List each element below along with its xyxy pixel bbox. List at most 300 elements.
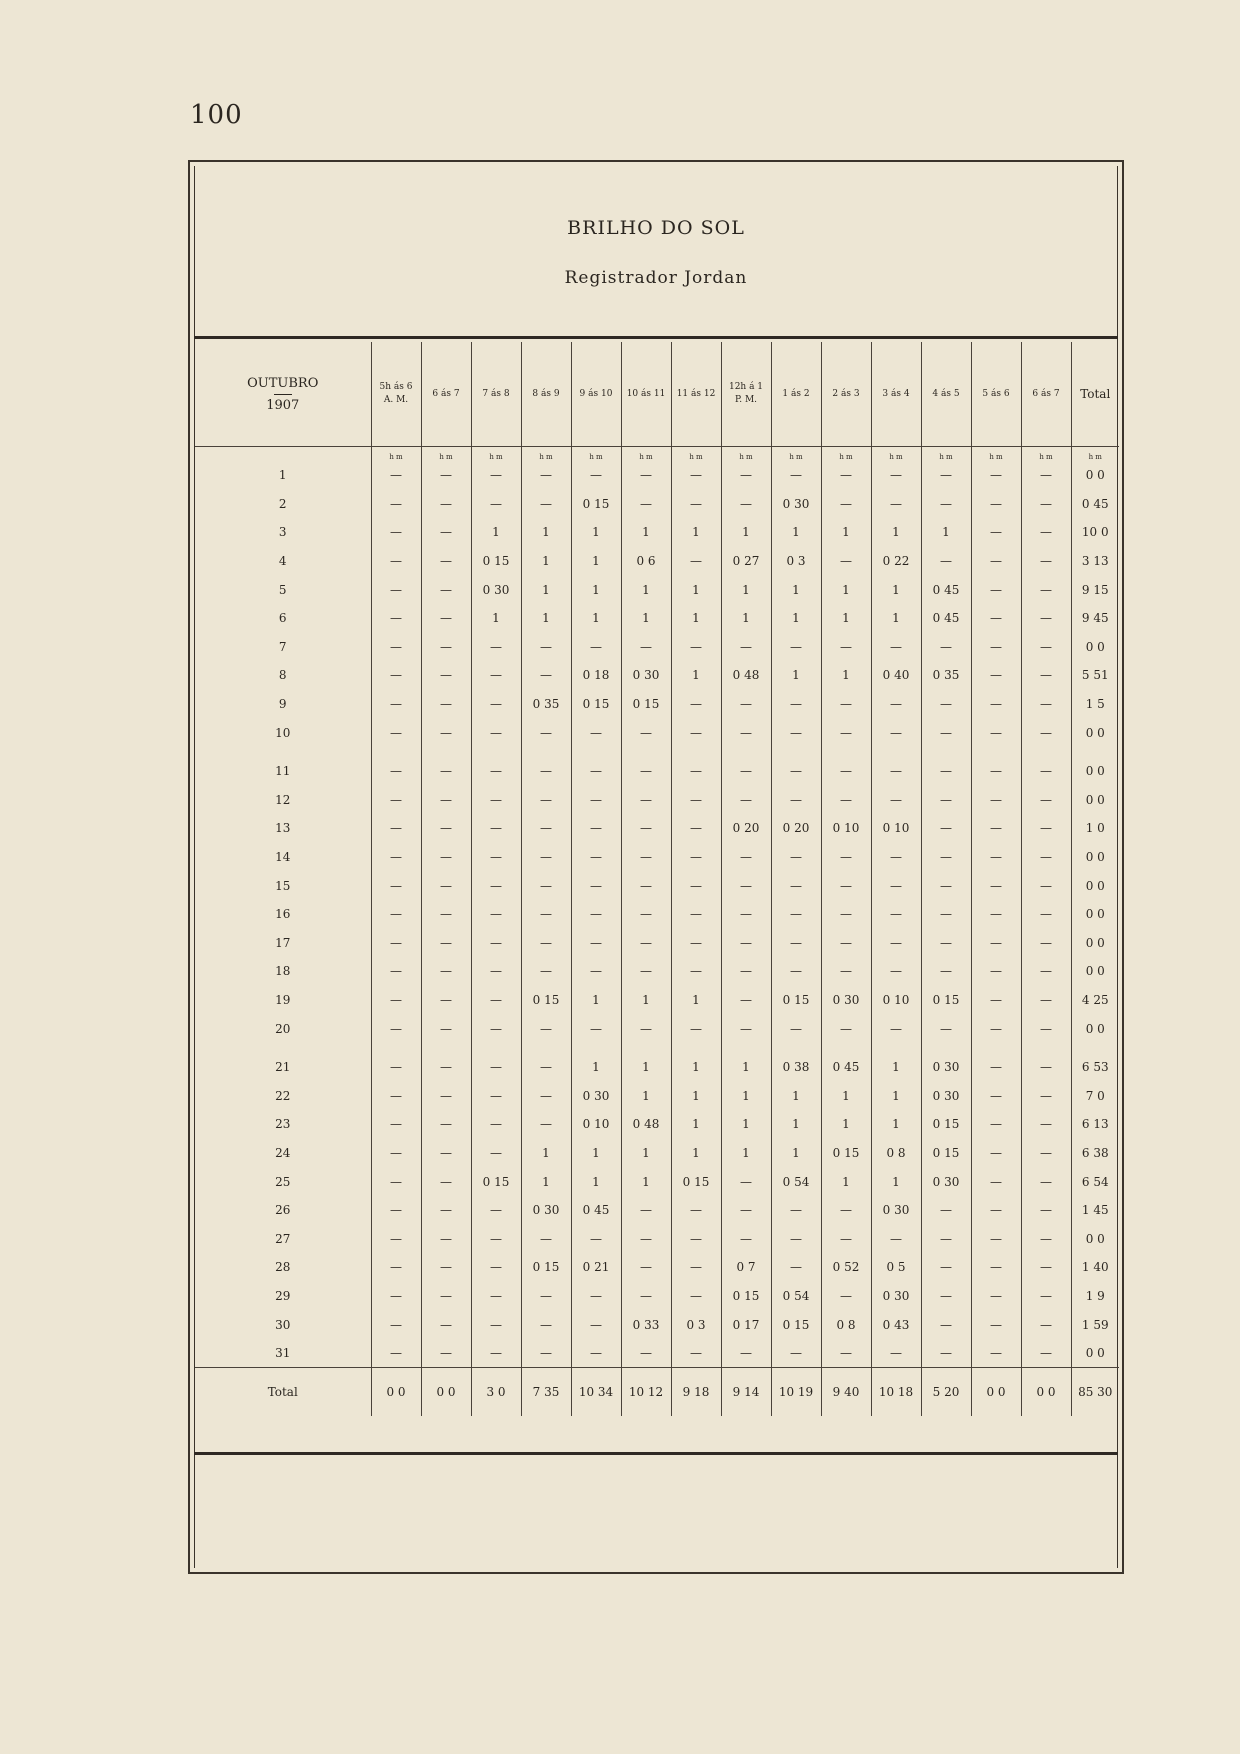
column-total: 3 0 xyxy=(471,1368,521,1417)
sunshine-cell: — xyxy=(721,986,771,1015)
table-row xyxy=(195,1053,1119,1082)
table-body xyxy=(195,461,1119,1368)
hour-column-label: 10 ás 11 xyxy=(626,388,666,399)
gap-cell xyxy=(721,1043,771,1053)
sunshine-cell: — xyxy=(771,1014,821,1043)
sunshine-cell: — xyxy=(371,604,421,633)
sunshine-cell: — xyxy=(521,1014,571,1043)
sunshine-cell: — xyxy=(671,461,721,490)
sunshine-cell: — xyxy=(971,1339,1021,1368)
hour-column-label: 8 ás 9 xyxy=(532,388,560,399)
sunshine-cell: — xyxy=(971,1167,1021,1196)
sunshine-cell: — xyxy=(971,633,1021,662)
table-row xyxy=(195,900,1119,929)
unit-label: h m xyxy=(721,447,771,462)
sunshine-cell: — xyxy=(971,900,1021,929)
sunshine-cell: — xyxy=(621,957,671,986)
gap-cell xyxy=(621,747,671,757)
sunshine-cell: — xyxy=(921,1339,971,1368)
page-number: 100 xyxy=(190,100,243,130)
sunshine-cell: — xyxy=(1021,718,1071,747)
sunshine-cell: 0 45 xyxy=(571,1196,621,1225)
sunshine-cell: 0 21 xyxy=(571,1253,621,1282)
sunshine-cell: — xyxy=(621,718,671,747)
sunshine-cell: — xyxy=(921,929,971,958)
sunshine-cell: — xyxy=(771,1339,821,1368)
sunshine-cell: — xyxy=(921,871,971,900)
sunshine-cell: — xyxy=(571,1339,621,1368)
hour-column-label: 1 ás 2 xyxy=(782,388,810,399)
sunshine-cell: — xyxy=(821,871,871,900)
gap-cell xyxy=(921,747,971,757)
row-total: 0 0 xyxy=(1071,718,1119,747)
sunshine-cell: — xyxy=(521,1081,571,1110)
day-label: 16 xyxy=(275,907,291,922)
sunshine-cell: — xyxy=(671,843,721,872)
sunshine-cell: 1 xyxy=(721,1053,771,1082)
table-row xyxy=(195,633,1119,662)
sunshine-cell: — xyxy=(671,547,721,576)
sunshine-cell: 1 xyxy=(721,575,771,604)
sunshine-cell: 1 xyxy=(671,575,721,604)
sunshine-cell: — xyxy=(371,633,421,662)
hour-column-header xyxy=(721,342,771,447)
sunshine-cell: — xyxy=(921,1014,971,1043)
sunshine-cell: — xyxy=(971,1139,1021,1168)
day-label: 22 xyxy=(275,1088,291,1103)
sunshine-cell: — xyxy=(521,871,571,900)
sunshine-cell: — xyxy=(621,1339,671,1368)
sunshine-cell: 1 xyxy=(871,1110,921,1139)
hour-column-header xyxy=(471,342,521,447)
sunshine-cell: 0 30 xyxy=(871,1196,921,1225)
sunshine-cell: — xyxy=(921,633,971,662)
sunshine-cell: 1 xyxy=(571,1167,621,1196)
day-label: 7 xyxy=(278,639,287,654)
sunshine-cell: 0 7 xyxy=(721,1253,771,1282)
gap-cell xyxy=(571,1043,621,1053)
sunshine-cell: 1 xyxy=(671,518,721,547)
sunshine-cell: 0 15 xyxy=(521,1253,571,1282)
sunshine-cell: — xyxy=(721,1196,771,1225)
gap-cell xyxy=(421,747,471,757)
sunshine-cell: — xyxy=(1021,1196,1071,1225)
sunshine-cell: 0 45 xyxy=(921,575,971,604)
sunshine-cell: 0 33 xyxy=(621,1310,671,1339)
sunshine-cell: — xyxy=(371,1139,421,1168)
sunshine-cell: — xyxy=(671,1339,721,1368)
unit-label: h m xyxy=(621,447,671,462)
sunshine-cell: — xyxy=(771,900,821,929)
sunshine-cell: — xyxy=(571,786,621,815)
sunshine-cell: 0 27 xyxy=(721,547,771,576)
sunshine-cell: 1 xyxy=(771,604,821,633)
sunshine-cell: — xyxy=(471,1081,521,1110)
sunshine-cell: — xyxy=(621,871,671,900)
hour-column-label: 6 ás 7 xyxy=(432,388,460,399)
column-total: 10 12 xyxy=(621,1368,671,1417)
sunshine-cell: — xyxy=(421,1224,471,1253)
unit-label: h m xyxy=(471,447,521,462)
sunshine-cell: 0 22 xyxy=(871,547,921,576)
unit-row xyxy=(195,447,1119,462)
gap-cell xyxy=(621,1043,671,1053)
sunshine-cell: 1 xyxy=(771,1110,821,1139)
sunshine-cell: — xyxy=(621,757,671,786)
sunshine-cell: — xyxy=(821,633,871,662)
day-label: 6 xyxy=(278,611,287,626)
sunshine-cell: — xyxy=(971,1081,1021,1110)
sunshine-cell: — xyxy=(471,814,521,843)
sunshine-cell: 0 48 xyxy=(721,661,771,690)
sunshine-cell: — xyxy=(421,1282,471,1311)
sunshine-cell: — xyxy=(871,1014,921,1043)
table-row xyxy=(195,1224,1119,1253)
sunshine-cell: 1 xyxy=(721,1081,771,1110)
sunshine-cell: — xyxy=(921,461,971,490)
sunshine-cell: — xyxy=(571,929,621,958)
sunshine-cell: 0 3 xyxy=(771,547,821,576)
sunshine-cell: — xyxy=(521,843,571,872)
sunshine-cell: 0 15 xyxy=(571,690,621,719)
sunshine-cell: 1 xyxy=(871,1167,921,1196)
sunshine-cell: — xyxy=(521,1339,571,1368)
sunshine-cell: — xyxy=(971,575,1021,604)
sunshine-cell: — xyxy=(371,843,421,872)
sunshine-cell: 0 43 xyxy=(871,1310,921,1339)
gap-cell xyxy=(471,1043,521,1053)
sunshine-cell: 0 40 xyxy=(871,661,921,690)
sunshine-cell: 0 15 xyxy=(521,986,571,1015)
sunshine-cell: — xyxy=(771,461,821,490)
sunshine-cell: — xyxy=(771,1253,821,1282)
sunshine-cell: — xyxy=(421,871,471,900)
sunshine-cell: — xyxy=(421,490,471,519)
hour-column-label: 11 ás 12 xyxy=(676,388,716,399)
sunshine-cell: — xyxy=(571,718,621,747)
sunshine-cell: — xyxy=(921,1196,971,1225)
sunshine-cell: 0 30 xyxy=(821,986,871,1015)
sunshine-cell: — xyxy=(971,690,1021,719)
page-subtitle: Registrador Jordan xyxy=(564,268,748,288)
sunshine-cell: — xyxy=(371,900,421,929)
sunshine-cell: — xyxy=(1021,547,1071,576)
row-total: 0 0 xyxy=(1071,633,1119,662)
totals-row xyxy=(195,1368,1119,1417)
sunshine-cell: 1 xyxy=(521,575,571,604)
gap-cell xyxy=(521,1043,571,1053)
unit-label: h m xyxy=(821,447,871,462)
sunshine-cell: — xyxy=(821,718,871,747)
sunshine-cell: 1 xyxy=(621,518,671,547)
sunshine-cell: — xyxy=(421,929,471,958)
sunshine-cell: — xyxy=(521,1053,571,1082)
sunshine-cell: — xyxy=(771,871,821,900)
sunshine-cell: 1 xyxy=(571,547,621,576)
hour-column-label: 4 ás 5 xyxy=(932,388,960,399)
sunshine-cell: — xyxy=(971,757,1021,786)
gap-cell xyxy=(471,747,521,757)
sunshine-cell: — xyxy=(1021,814,1071,843)
row-total: 1 40 xyxy=(1071,1253,1119,1282)
unit-label: h m xyxy=(871,447,921,462)
sunshine-cell: 0 10 xyxy=(871,986,921,1015)
sunshine-cell: — xyxy=(821,1014,871,1043)
sunshine-cell: — xyxy=(371,1339,421,1368)
sunshine-cell: — xyxy=(721,1339,771,1368)
sunshine-cell: — xyxy=(521,929,571,958)
sunshine-cell: — xyxy=(521,661,571,690)
row-total: 1 45 xyxy=(1071,1196,1119,1225)
sunshine-cell: — xyxy=(1021,461,1071,490)
day-label: 21 xyxy=(275,1060,291,1075)
sunshine-cell: — xyxy=(471,1139,521,1168)
sunshine-cell: — xyxy=(771,718,821,747)
sunshine-cell: — xyxy=(471,757,521,786)
sunshine-cell: — xyxy=(471,633,521,662)
sunshine-cell: — xyxy=(771,633,821,662)
sunshine-cell: 1 xyxy=(671,986,721,1015)
sunshine-cell: — xyxy=(671,1196,721,1225)
sunshine-cell: — xyxy=(1021,1110,1071,1139)
row-total: 0 0 xyxy=(1071,957,1119,986)
day-label: 23 xyxy=(275,1117,291,1132)
sunshine-cell: — xyxy=(571,1282,621,1311)
sunshine-cell: 1 xyxy=(571,575,621,604)
sunshine-cell: — xyxy=(721,957,771,986)
sunshine-cell: — xyxy=(721,1014,771,1043)
sunshine-cell: — xyxy=(721,929,771,958)
sunshine-cell: — xyxy=(471,690,521,719)
section-gap xyxy=(195,747,1119,757)
sunshine-cell: — xyxy=(1021,1081,1071,1110)
sunshine-cell: — xyxy=(371,814,421,843)
sunshine-cell: — xyxy=(721,690,771,719)
gap-cell xyxy=(1071,1043,1119,1053)
gap-cell xyxy=(371,747,421,757)
sunshine-cell: 1 xyxy=(521,547,571,576)
sunshine-cell: — xyxy=(521,957,571,986)
row-total: 7 0 xyxy=(1071,1081,1119,1110)
table-row xyxy=(195,1110,1119,1139)
sunshine-cell: — xyxy=(571,843,621,872)
sunshine-cell: — xyxy=(721,718,771,747)
sunshine-cell: — xyxy=(421,604,471,633)
sunshine-cell: — xyxy=(421,986,471,1015)
sunshine-cell: 0 17 xyxy=(721,1310,771,1339)
sunshine-cell: — xyxy=(821,1196,871,1225)
sunshine-cell: 1 xyxy=(821,575,871,604)
gap-cell xyxy=(821,1043,871,1053)
table-row xyxy=(195,1282,1119,1311)
row-total: 6 54 xyxy=(1071,1167,1119,1196)
sunshine-cell: — xyxy=(521,1110,571,1139)
sunshine-cell: 0 35 xyxy=(921,661,971,690)
sunshine-cell: — xyxy=(721,871,771,900)
sunshine-cell: 0 18 xyxy=(571,661,621,690)
sunshine-cell: — xyxy=(771,757,821,786)
sunshine-cell: — xyxy=(571,461,621,490)
month-divider xyxy=(274,394,292,395)
sunshine-cell: 0 38 xyxy=(771,1053,821,1082)
sunshine-cell: 1 xyxy=(471,604,521,633)
sunshine-cell: 0 45 xyxy=(821,1053,871,1082)
row-total: 0 0 xyxy=(1071,786,1119,815)
sunshine-cell: — xyxy=(971,518,1021,547)
sunshine-cell: 1 xyxy=(671,1053,721,1082)
total-header: Total xyxy=(1071,342,1119,447)
sunshine-cell: — xyxy=(571,871,621,900)
gap-cell xyxy=(1021,747,1071,757)
sunshine-cell: — xyxy=(871,690,921,719)
gap-cell xyxy=(921,1043,971,1053)
sunshine-cell: — xyxy=(471,1282,521,1311)
sunshine-cell: 0 15 xyxy=(921,1139,971,1168)
sunshine-cell: — xyxy=(471,871,521,900)
sunshine-cell: — xyxy=(421,757,471,786)
sunshine-cell: — xyxy=(971,1224,1021,1253)
row-total: 0 0 xyxy=(1071,929,1119,958)
sunshine-cell: — xyxy=(671,757,721,786)
sunshine-cell: — xyxy=(671,718,721,747)
sunshine-cell: — xyxy=(821,1224,871,1253)
sunshine-cell: — xyxy=(471,929,521,958)
sunshine-cell: 0 15 xyxy=(721,1282,771,1311)
sunshine-cell: — xyxy=(1021,633,1071,662)
day-label: 29 xyxy=(275,1288,291,1303)
sunshine-cell: — xyxy=(1021,1339,1071,1368)
sunshine-cell: 0 15 xyxy=(471,1167,521,1196)
hour-column-header xyxy=(621,342,671,447)
sunshine-cell: — xyxy=(1021,1053,1071,1082)
sunshine-cell: — xyxy=(871,1224,921,1253)
gap-cell xyxy=(671,1043,721,1053)
sunshine-cell: — xyxy=(371,575,421,604)
sunshine-cell: — xyxy=(371,1224,421,1253)
gap-cell xyxy=(721,747,771,757)
sunshine-cell: — xyxy=(421,786,471,815)
day-label: 8 xyxy=(278,668,287,683)
sunshine-cell: — xyxy=(971,986,1021,1015)
sunshine-cell: — xyxy=(471,1053,521,1082)
section-gap xyxy=(195,1043,1119,1053)
row-total: 1 9 xyxy=(1071,1282,1119,1311)
sunshine-cell: — xyxy=(421,900,471,929)
sunshine-cell: 1 xyxy=(871,518,921,547)
sunshine-cell: — xyxy=(821,957,871,986)
sunshine-cell: — xyxy=(371,1053,421,1082)
sunshine-cell: — xyxy=(921,547,971,576)
sunshine-cell: — xyxy=(871,786,921,815)
row-total: 0 45 xyxy=(1071,490,1119,519)
sunshine-cell: — xyxy=(771,957,821,986)
sunshine-cell: 0 15 xyxy=(771,986,821,1015)
unit-label: h m xyxy=(1071,447,1119,462)
sunshine-cell: 1 xyxy=(671,1110,721,1139)
sunshine-cell: — xyxy=(421,1339,471,1368)
sunshine-cell: — xyxy=(421,1110,471,1139)
table-row xyxy=(195,786,1119,815)
column-total: 10 18 xyxy=(871,1368,921,1417)
sunshine-cell: 0 20 xyxy=(721,814,771,843)
table-row xyxy=(195,1081,1119,1110)
sunshine-cell: — xyxy=(821,1339,871,1368)
sunshine-cell: — xyxy=(421,718,471,747)
sunshine-cell: 0 35 xyxy=(521,690,571,719)
hour-column-header xyxy=(971,342,1021,447)
sunshine-cell: — xyxy=(471,461,521,490)
sunshine-cell: 0 10 xyxy=(821,814,871,843)
sunshine-cell: 0 30 xyxy=(921,1081,971,1110)
sunshine-cell: — xyxy=(521,461,571,490)
sunshine-cell: 1 xyxy=(621,1139,671,1168)
column-total: 0 0 xyxy=(371,1368,421,1417)
gap-cell xyxy=(371,1043,421,1053)
sunshine-cell: — xyxy=(721,843,771,872)
sunshine-cell: 1 xyxy=(621,1167,671,1196)
sunshine-cell: — xyxy=(521,786,571,815)
hour-column-header xyxy=(521,342,571,447)
sunshine-cell: — xyxy=(571,633,621,662)
sunshine-cell: 0 48 xyxy=(621,1110,671,1139)
column-total: 0 0 xyxy=(421,1368,471,1417)
day-label: 9 xyxy=(278,697,287,712)
sunshine-cell: 0 10 xyxy=(871,814,921,843)
day-label: 10 xyxy=(275,725,291,740)
sunshine-cell: — xyxy=(971,1196,1021,1225)
day-label: 27 xyxy=(275,1231,291,1246)
gap-cell xyxy=(871,1043,921,1053)
sunshine-cell: — xyxy=(1021,490,1071,519)
day-label: 13 xyxy=(275,821,291,836)
sunshine-cell: — xyxy=(871,843,921,872)
sunshine-cell: 1 xyxy=(471,518,521,547)
sunshine-table xyxy=(195,342,1119,1416)
sunshine-cell: — xyxy=(571,957,621,986)
sunshine-cell: — xyxy=(671,900,721,929)
sunshine-cell: — xyxy=(421,957,471,986)
sunshine-cell: — xyxy=(421,843,471,872)
sunshine-cell: — xyxy=(871,633,921,662)
sunshine-cell: 1 xyxy=(821,518,871,547)
column-total: 9 40 xyxy=(821,1368,871,1417)
gap-cell xyxy=(571,747,621,757)
sunshine-cell: — xyxy=(771,690,821,719)
row-total: 1 59 xyxy=(1071,1310,1119,1339)
sunshine-cell: 0 30 xyxy=(771,490,821,519)
sunshine-cell: — xyxy=(371,1196,421,1225)
sunshine-cell: — xyxy=(1021,1310,1071,1339)
sunshine-cell: 1 xyxy=(771,575,821,604)
column-total: 10 34 xyxy=(571,1368,621,1417)
gap-cell xyxy=(195,1043,371,1053)
sunshine-cell: — xyxy=(371,518,421,547)
sunshine-cell: 1 xyxy=(621,986,671,1015)
hour-column-label: 12h á 1 xyxy=(728,382,764,392)
sunshine-cell: — xyxy=(421,1310,471,1339)
sunshine-cell: 1 xyxy=(721,1139,771,1168)
sunshine-cell: 0 10 xyxy=(571,1110,621,1139)
sunshine-cell: — xyxy=(671,1253,721,1282)
sunshine-cell: 0 8 xyxy=(821,1310,871,1339)
column-total: 10 19 xyxy=(771,1368,821,1417)
row-total: 0 0 xyxy=(1071,757,1119,786)
unit-spacer xyxy=(195,447,371,462)
table-row xyxy=(195,843,1119,872)
hour-column-header xyxy=(771,342,821,447)
sunshine-cell: 0 15 xyxy=(671,1167,721,1196)
sunshine-cell: — xyxy=(421,1139,471,1168)
